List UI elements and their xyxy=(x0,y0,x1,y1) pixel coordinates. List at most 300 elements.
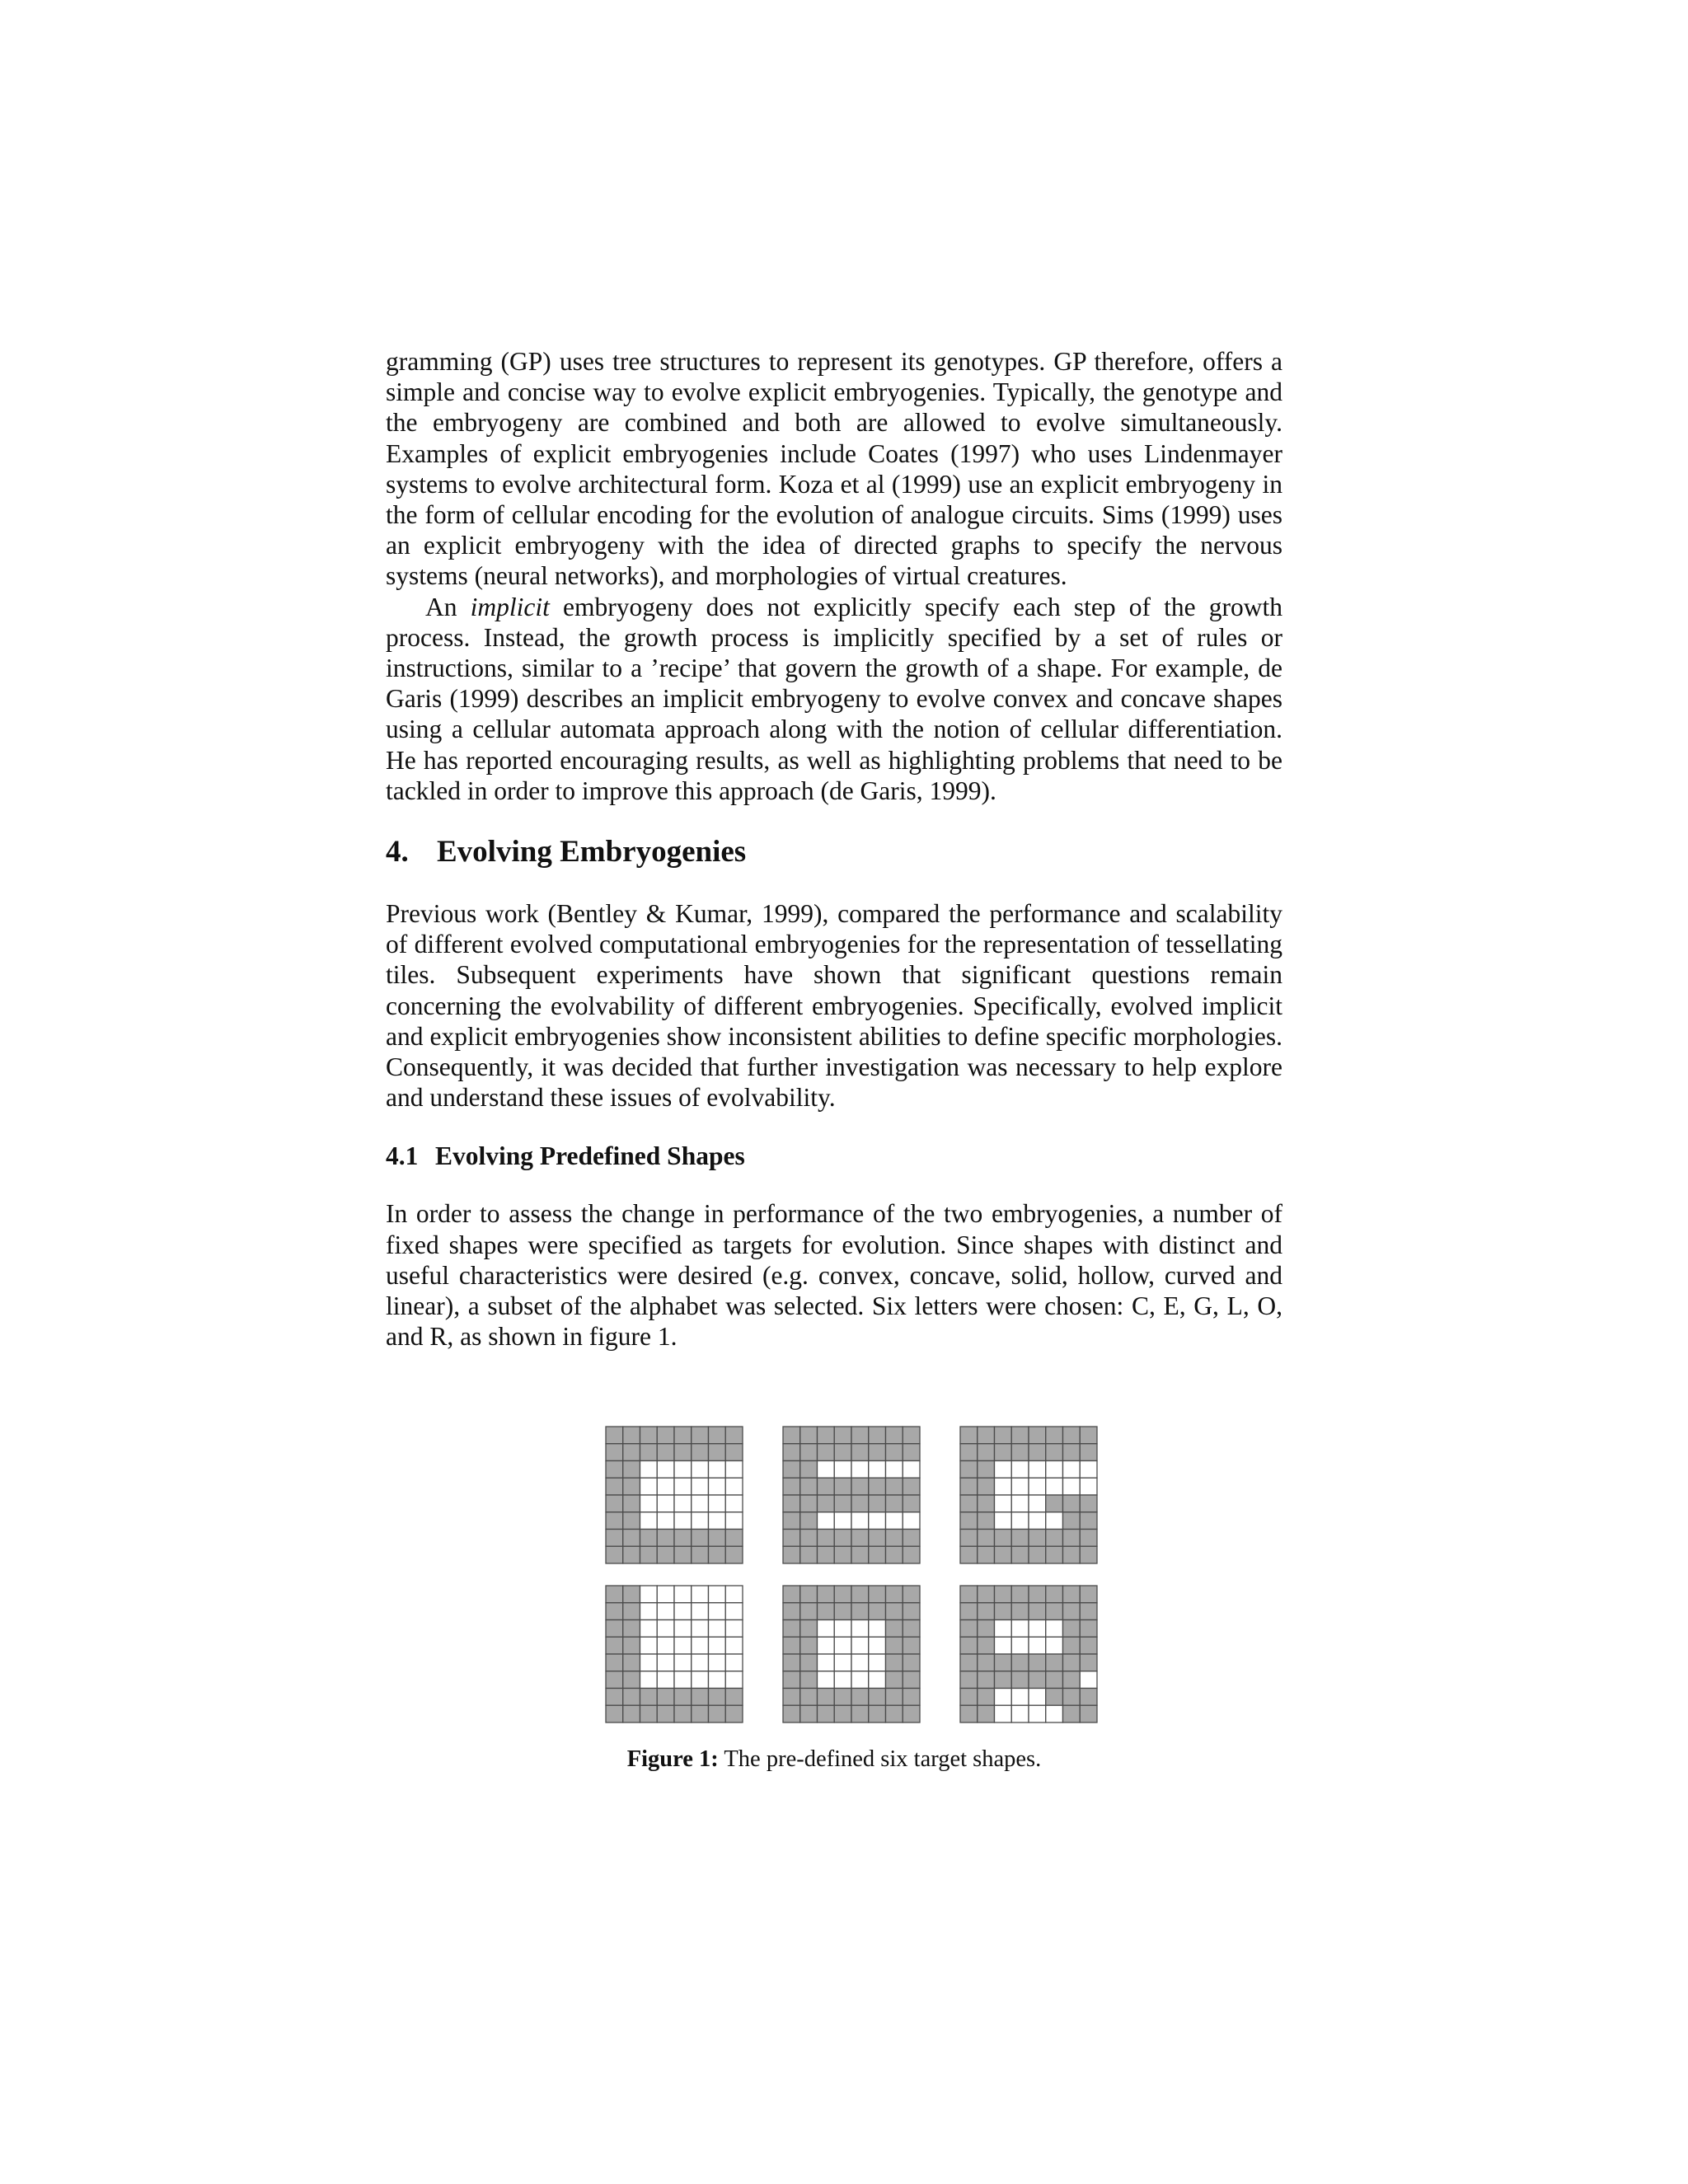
grid-cell xyxy=(869,1546,886,1563)
grid-cell xyxy=(657,1495,674,1512)
grid-cell xyxy=(783,1705,800,1722)
grid-cell xyxy=(834,1530,851,1547)
grid-cell xyxy=(1046,1586,1063,1603)
grid-cell xyxy=(800,1427,818,1444)
grid-cell xyxy=(657,1512,674,1530)
grid-cell xyxy=(1063,1546,1081,1563)
grid-cell xyxy=(709,1654,726,1671)
grid-cell xyxy=(606,1427,623,1444)
grid-cell xyxy=(725,1495,743,1512)
grid-cell xyxy=(709,1546,726,1563)
grid-cell xyxy=(818,1603,835,1620)
grid-cell xyxy=(640,1671,658,1689)
grid-cell xyxy=(623,1427,640,1444)
grid-cell xyxy=(903,1427,920,1444)
grid-cell xyxy=(903,1495,920,1512)
grid-cell xyxy=(960,1461,978,1479)
grid-cell xyxy=(606,1671,623,1689)
grid-cell xyxy=(834,1461,851,1479)
grid-cell xyxy=(709,1603,726,1620)
grid-cell xyxy=(800,1654,818,1671)
grid-cell xyxy=(1063,1530,1081,1547)
grid-cell xyxy=(869,1495,886,1512)
grid-cell xyxy=(995,1495,1012,1512)
grid-cell xyxy=(995,1512,1012,1530)
grid-cell xyxy=(800,1671,818,1689)
grid-cell xyxy=(709,1689,726,1706)
grid-cell xyxy=(674,1671,692,1689)
grid-cell xyxy=(1063,1689,1081,1706)
grid-cell xyxy=(709,1461,726,1479)
grid-cell xyxy=(960,1530,978,1547)
grid-cell xyxy=(725,1654,743,1671)
grid-cell xyxy=(960,1689,978,1706)
grid-cell xyxy=(709,1530,726,1547)
grid-cell xyxy=(1011,1461,1029,1479)
grid-cell xyxy=(1063,1478,1081,1495)
grid-cell xyxy=(606,1637,623,1654)
grid-cell xyxy=(1080,1478,1097,1495)
grid-cell xyxy=(818,1620,835,1638)
grid-cell xyxy=(623,1512,640,1530)
grid-cell xyxy=(640,1603,658,1620)
grid-cell xyxy=(623,1546,640,1563)
grid-cell xyxy=(886,1603,903,1620)
grid-cell xyxy=(657,1689,674,1706)
subsection-title: Evolving Predefined Shapes xyxy=(435,1141,745,1171)
grid-cell xyxy=(606,1495,623,1512)
grid-cell xyxy=(1080,1637,1097,1654)
grid-cell xyxy=(709,1620,726,1638)
grid-cell xyxy=(657,1444,674,1461)
grid-cell xyxy=(995,1444,1012,1461)
grid-cell xyxy=(960,1512,978,1530)
grid-cell xyxy=(783,1620,800,1638)
grid-cell xyxy=(674,1586,692,1603)
grid-cell xyxy=(623,1461,640,1479)
grid-cell xyxy=(978,1603,995,1620)
grid-cell xyxy=(606,1461,623,1479)
grid-cell xyxy=(978,1444,995,1461)
grid-cell xyxy=(903,1444,920,1461)
grid-cell xyxy=(960,1586,978,1603)
grid-cell xyxy=(1011,1478,1029,1495)
grid-cell xyxy=(1011,1705,1029,1722)
grid-cell xyxy=(657,1603,674,1620)
grid-cell xyxy=(800,1530,818,1547)
grid-cell xyxy=(903,1586,920,1603)
grid-cell xyxy=(886,1495,903,1512)
grid-cell xyxy=(640,1705,658,1722)
grid-cell xyxy=(903,1530,920,1547)
grid-cell xyxy=(800,1546,818,1563)
grid-cell xyxy=(1029,1478,1046,1495)
grid-cell xyxy=(640,1620,658,1638)
grid-cell xyxy=(606,1512,623,1530)
grid-cell xyxy=(869,1427,886,1444)
grid-cell xyxy=(960,1495,978,1512)
grid-cell xyxy=(725,1530,743,1547)
grid-cell xyxy=(851,1586,869,1603)
section-number: 4. xyxy=(386,835,409,869)
grid-cell xyxy=(834,1637,851,1654)
grid-cell xyxy=(606,1603,623,1620)
grid-cell xyxy=(783,1546,800,1563)
grid-cell xyxy=(657,1478,674,1495)
grid-cell xyxy=(886,1530,903,1547)
grid-cell xyxy=(725,1603,743,1620)
grid-cell xyxy=(1029,1637,1046,1654)
grid-cell xyxy=(903,1620,920,1638)
grid-cell xyxy=(903,1671,920,1689)
grid-cell xyxy=(1029,1705,1046,1722)
shape-r xyxy=(959,1585,1098,1723)
grid-cell xyxy=(978,1495,995,1512)
grid-cell xyxy=(1046,1478,1063,1495)
grid-cell xyxy=(978,1478,995,1495)
grid-cell xyxy=(834,1620,851,1638)
grid-cell xyxy=(725,1478,743,1495)
emphasis-implicit: implicit xyxy=(470,592,550,621)
grid-cell xyxy=(800,1512,818,1530)
grid-cell xyxy=(978,1654,995,1671)
grid-cell xyxy=(606,1444,623,1461)
grid-cell xyxy=(903,1461,920,1479)
grid-cell xyxy=(1046,1637,1063,1654)
grid-cell xyxy=(851,1671,869,1689)
grid-cell xyxy=(818,1530,835,1547)
grid-cell xyxy=(834,1512,851,1530)
grid-cell xyxy=(978,1461,995,1479)
grid-cell xyxy=(1063,1654,1081,1671)
grid-cell xyxy=(818,1671,835,1689)
grid-cell xyxy=(674,1444,692,1461)
grid-cell xyxy=(1029,1689,1046,1706)
grid-cell xyxy=(1046,1512,1063,1530)
grid-cell xyxy=(1063,1427,1081,1444)
grid-cell xyxy=(709,1671,726,1689)
grid-cell xyxy=(818,1689,835,1706)
grid-cell xyxy=(606,1530,623,1547)
grid-cell xyxy=(869,1620,886,1638)
grid-cell xyxy=(1063,1495,1081,1512)
grid-cell xyxy=(960,1546,978,1563)
grid-cell xyxy=(640,1444,658,1461)
grid-cell xyxy=(834,1603,851,1620)
grid-cell xyxy=(903,1603,920,1620)
grid-cell xyxy=(886,1546,903,1563)
grid-cell xyxy=(657,1671,674,1689)
grid-cell xyxy=(818,1495,835,1512)
grid-cell xyxy=(1011,1530,1029,1547)
grid-cell xyxy=(783,1478,800,1495)
grid-cell xyxy=(1029,1530,1046,1547)
grid-cell xyxy=(692,1530,709,1547)
grid-cell xyxy=(995,1689,1012,1706)
grid-cell xyxy=(834,1427,851,1444)
grid-cell xyxy=(623,1705,640,1722)
grid-cell xyxy=(1029,1512,1046,1530)
grid-cell xyxy=(1080,1444,1097,1461)
grid-cell xyxy=(640,1654,658,1671)
caption-label: Figure 1: xyxy=(626,1746,719,1772)
grid-cell xyxy=(674,1654,692,1671)
grid-cell xyxy=(657,1546,674,1563)
grid-cell xyxy=(960,1637,978,1654)
grid-cell xyxy=(725,1671,743,1689)
grid-cell xyxy=(1080,1603,1097,1620)
figure-1 xyxy=(605,1426,1100,1722)
grid-cell xyxy=(800,1461,818,1479)
grid-cell xyxy=(1046,1461,1063,1479)
grid-cell xyxy=(1029,1427,1046,1444)
grid-cell xyxy=(640,1637,658,1654)
grid-cell xyxy=(818,1637,835,1654)
paragraph-text: embryogeny does not explicitly specify each step of the growth process. Instead, the growth process is implicitly specified by a set of rules or instructions, similar to a ’recipe’ that govern the growth of a shape. For example, de Garis (1999) describes an implicit embryogeny to evolve convex and concave shapes using a cellular automata approach along with the notion of cellular differentiation. He has reported encouraging results, as well as highlighting problems that need to be tackled in order to improve this approach (de Garis, 1999). xyxy=(386,592,1283,805)
grid-cell xyxy=(869,1705,886,1722)
grid-cell xyxy=(1011,1586,1029,1603)
grid-cell xyxy=(1011,1654,1029,1671)
grid-cell xyxy=(606,1546,623,1563)
grid-cell xyxy=(1046,1603,1063,1620)
grid-cell xyxy=(1046,1620,1063,1638)
grid-cell xyxy=(978,1530,995,1547)
grid-cell xyxy=(783,1512,800,1530)
grid-cell xyxy=(725,1427,743,1444)
grid-cell xyxy=(783,1654,800,1671)
grid-cell xyxy=(818,1512,835,1530)
grid-cell xyxy=(1029,1671,1046,1689)
grid-cell xyxy=(783,1637,800,1654)
grid-cell xyxy=(960,1671,978,1689)
grid-cell xyxy=(674,1530,692,1547)
grid-cell xyxy=(869,1478,886,1495)
grid-cell xyxy=(869,1586,886,1603)
grid-cell xyxy=(834,1478,851,1495)
grid-cell xyxy=(709,1444,726,1461)
grid-cell xyxy=(995,1427,1012,1444)
grid-cell xyxy=(886,1478,903,1495)
grid-cell xyxy=(818,1478,835,1495)
grid-cell xyxy=(674,1461,692,1479)
grid-cell xyxy=(1080,1427,1097,1444)
grid-cell xyxy=(1029,1620,1046,1638)
grid-cell xyxy=(960,1705,978,1722)
grid-cell xyxy=(869,1671,886,1689)
grid-cell xyxy=(725,1620,743,1638)
grid-cell xyxy=(960,1654,978,1671)
grid-cell xyxy=(783,1671,800,1689)
grid-cell xyxy=(640,1512,658,1530)
grid-cell xyxy=(818,1461,835,1479)
grid-cell xyxy=(725,1461,743,1479)
grid-cell xyxy=(623,1620,640,1638)
grid-cell xyxy=(640,1689,658,1706)
grid-cell xyxy=(692,1671,709,1689)
grid-cell xyxy=(818,1586,835,1603)
grid-cell xyxy=(903,1689,920,1706)
grid-cell xyxy=(783,1444,800,1461)
grid-cell xyxy=(851,1495,869,1512)
grid-cell xyxy=(886,1637,903,1654)
grid-cell xyxy=(623,1671,640,1689)
caption-text: The pre-defined six target shapes. xyxy=(718,1746,1042,1772)
grid-cell xyxy=(1063,1603,1081,1620)
grid-cell xyxy=(725,1705,743,1722)
grid-cell xyxy=(886,1671,903,1689)
grid-cell xyxy=(1011,1495,1029,1512)
grid-cell xyxy=(886,1654,903,1671)
grid-cell xyxy=(978,1620,995,1638)
grid-cell xyxy=(623,1689,640,1706)
grid-cell xyxy=(783,1603,800,1620)
grid-cell xyxy=(851,1546,869,1563)
grid-cell xyxy=(623,1495,640,1512)
grid-cell xyxy=(995,1530,1012,1547)
grid-cell xyxy=(903,1478,920,1495)
grid-cell xyxy=(623,1478,640,1495)
grid-cell xyxy=(1080,1671,1097,1689)
grid-cell xyxy=(692,1705,709,1722)
grid-cell xyxy=(1011,1637,1029,1654)
grid-cell xyxy=(1046,1495,1063,1512)
grid-cell xyxy=(800,1603,818,1620)
grid-cell xyxy=(1080,1530,1097,1547)
shape-l xyxy=(605,1585,743,1723)
grid-cell xyxy=(851,1478,869,1495)
grid-cell xyxy=(818,1546,835,1563)
grid-cell xyxy=(692,1495,709,1512)
grid-cell xyxy=(692,1427,709,1444)
subsection-number: 4.1 xyxy=(386,1141,419,1171)
grid-cell xyxy=(674,1427,692,1444)
grid-cell xyxy=(1080,1620,1097,1638)
grid-cell xyxy=(1011,1444,1029,1461)
grid-cell xyxy=(869,1637,886,1654)
grid-cell xyxy=(674,1603,692,1620)
grid-cell xyxy=(886,1586,903,1603)
grid-cell xyxy=(960,1620,978,1638)
grid-cell xyxy=(903,1546,920,1563)
grid-cell xyxy=(1011,1603,1029,1620)
grid-cell xyxy=(1029,1495,1046,1512)
grid-cell xyxy=(1011,1427,1029,1444)
grid-cell xyxy=(725,1512,743,1530)
grid-cell xyxy=(692,1444,709,1461)
grid-cell xyxy=(783,1586,800,1603)
grid-cell xyxy=(640,1427,658,1444)
grid-cell xyxy=(869,1689,886,1706)
grid-cell xyxy=(886,1444,903,1461)
grid-cell xyxy=(1080,1705,1097,1722)
grid-cell xyxy=(800,1478,818,1495)
grid-cell xyxy=(709,1586,726,1603)
grid-cell xyxy=(869,1512,886,1530)
grid-cell xyxy=(692,1689,709,1706)
grid-cell xyxy=(851,1512,869,1530)
grid-cell xyxy=(1080,1461,1097,1479)
grid-cell xyxy=(783,1495,800,1512)
section-heading xyxy=(386,834,1282,870)
grid-cell xyxy=(1046,1427,1063,1444)
grid-cell xyxy=(623,1530,640,1547)
grid-cell xyxy=(995,1586,1012,1603)
grid-cell xyxy=(640,1495,658,1512)
grid-cell xyxy=(978,1512,995,1530)
grid-cell xyxy=(692,1512,709,1530)
grid-cell xyxy=(995,1478,1012,1495)
grid-cell xyxy=(606,1689,623,1706)
grid-cell xyxy=(978,1689,995,1706)
grid-cell xyxy=(1046,1705,1063,1722)
grid-cell xyxy=(995,1654,1012,1671)
grid-cell xyxy=(606,1586,623,1603)
grid-cell xyxy=(800,1586,818,1603)
grid-cell xyxy=(606,1654,623,1671)
grid-cell xyxy=(903,1637,920,1654)
grid-cell xyxy=(640,1586,658,1603)
grid-cell xyxy=(623,1637,640,1654)
grid-cell xyxy=(886,1461,903,1479)
grid-cell xyxy=(800,1444,818,1461)
grid-cell xyxy=(834,1705,851,1722)
grid-cell xyxy=(623,1444,640,1461)
grid-cell xyxy=(640,1546,658,1563)
subsection-heading xyxy=(386,1141,1282,1171)
shape-c xyxy=(605,1426,743,1564)
grid-cell xyxy=(869,1654,886,1671)
grid-cell xyxy=(851,1620,869,1638)
grid-cell xyxy=(851,1427,869,1444)
grid-cell xyxy=(886,1689,903,1706)
grid-cell xyxy=(606,1705,623,1722)
grid-cell xyxy=(886,1512,903,1530)
grid-cell xyxy=(783,1461,800,1479)
grid-cell xyxy=(1011,1512,1029,1530)
grid-cell xyxy=(960,1427,978,1444)
grid-cell xyxy=(674,1689,692,1706)
grid-cell xyxy=(1029,1654,1046,1671)
grid-cell xyxy=(869,1530,886,1547)
grid-cell xyxy=(960,1603,978,1620)
grid-cell xyxy=(692,1586,709,1603)
grid-cell xyxy=(903,1654,920,1671)
grid-cell xyxy=(834,1689,851,1706)
grid-cell xyxy=(800,1637,818,1654)
grid-cell xyxy=(692,1546,709,1563)
grid-cell xyxy=(1080,1689,1097,1706)
grid-cell xyxy=(692,1637,709,1654)
grid-cell xyxy=(1029,1444,1046,1461)
grid-cell xyxy=(851,1637,869,1654)
grid-cell xyxy=(674,1495,692,1512)
grid-cell xyxy=(1029,1461,1046,1479)
grid-cell xyxy=(606,1620,623,1638)
grid-cell xyxy=(783,1530,800,1547)
grid-cell xyxy=(1046,1546,1063,1563)
grid-cell xyxy=(1063,1512,1081,1530)
grid-cell xyxy=(834,1546,851,1563)
grid-cell xyxy=(725,1637,743,1654)
grid-cell xyxy=(886,1705,903,1722)
grid-cell xyxy=(851,1530,869,1547)
grid-cell xyxy=(903,1512,920,1530)
grid-cell xyxy=(851,1705,869,1722)
grid-cell xyxy=(995,1461,1012,1479)
grid-cell xyxy=(995,1603,1012,1620)
grid-cell xyxy=(869,1444,886,1461)
grid-cell xyxy=(818,1654,835,1671)
